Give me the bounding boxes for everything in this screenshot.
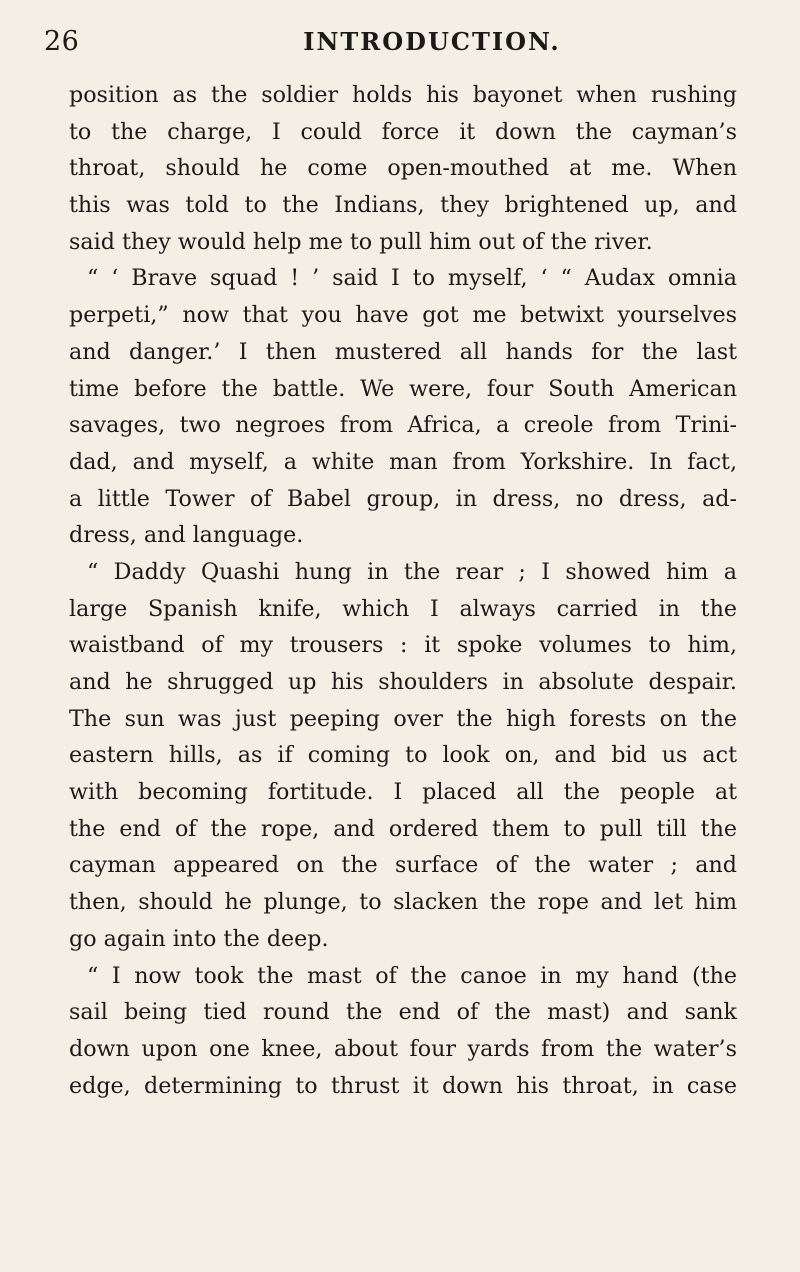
text-line: down upon one knee, about four yards from the water’s	[69, 1035, 737, 1062]
running-title: INTRODUCTION.	[303, 27, 561, 56]
text-line: to the charge, I could force it down the cayman’s	[69, 118, 737, 145]
text-line: waistband of my trousers : it spoke volumes to him,	[69, 632, 737, 659]
text-line: throat, should he come open-mouthed at me. When	[69, 155, 737, 182]
text-line: large Spanish knife, which I always carried in the	[69, 595, 737, 622]
body-text	[69, 77, 737, 1104]
text-line: time before the battle. We were, four South American	[69, 375, 737, 402]
text-line: perpeti,” now that you have got me betwixt yourselves	[69, 302, 737, 329]
text-line: position as the soldier holds his bayonet when rushing	[69, 82, 737, 108]
text-line: then, should he plunge, to slacken the rope and let him	[69, 889, 737, 916]
text-line: “ I now took the mast of the canoe in my hand (the	[87, 962, 737, 989]
text-line: “ ‘ Brave squad ! ’ said I to myself, ‘ “ Audax omnia	[87, 265, 737, 292]
text-line: cayman appeared on the surface of the water ; and	[69, 852, 737, 879]
text-line: dad, and myself, a white man from Yorkshire. In fact,	[69, 448, 737, 475]
text-line: edge, determining to thrust it down his throat, in case	[69, 1072, 737, 1099]
running-head	[44, 22, 760, 62]
text-line: go again into the deep.	[69, 925, 329, 952]
text-line: eastern hills, as if coming to look on, and bid us act	[69, 742, 737, 769]
text-line: savages, two negroes from Africa, a creole from Trini-	[69, 412, 737, 439]
text-line: a little Tower of Babel group, in dress, no dress, ad-	[69, 485, 737, 512]
text-line: “ Daddy Quashi hung in the rear ; I showed him a	[87, 558, 737, 585]
text-line: and danger.’ I then mustered all hands for the last	[69, 338, 737, 365]
text-line: dress, and language.	[69, 522, 304, 549]
text-line: The sun was just peeping over the high forests on the	[69, 705, 737, 732]
page-number: 26	[44, 26, 80, 57]
text-line: the end of the rope, and ordered them to pull till the	[69, 815, 737, 842]
text-line: this was told to the Indians, they brightened up, and	[69, 192, 737, 219]
text-line: said they would help me to pull him out of the river.	[69, 228, 653, 255]
text-line: and he shrugged up his shoulders in absolute despair.	[69, 669, 737, 695]
text-line: sail being tied round the end of the mast) and sank	[69, 999, 737, 1026]
text-line: with becoming fortitude. I placed all the people at	[69, 779, 737, 806]
